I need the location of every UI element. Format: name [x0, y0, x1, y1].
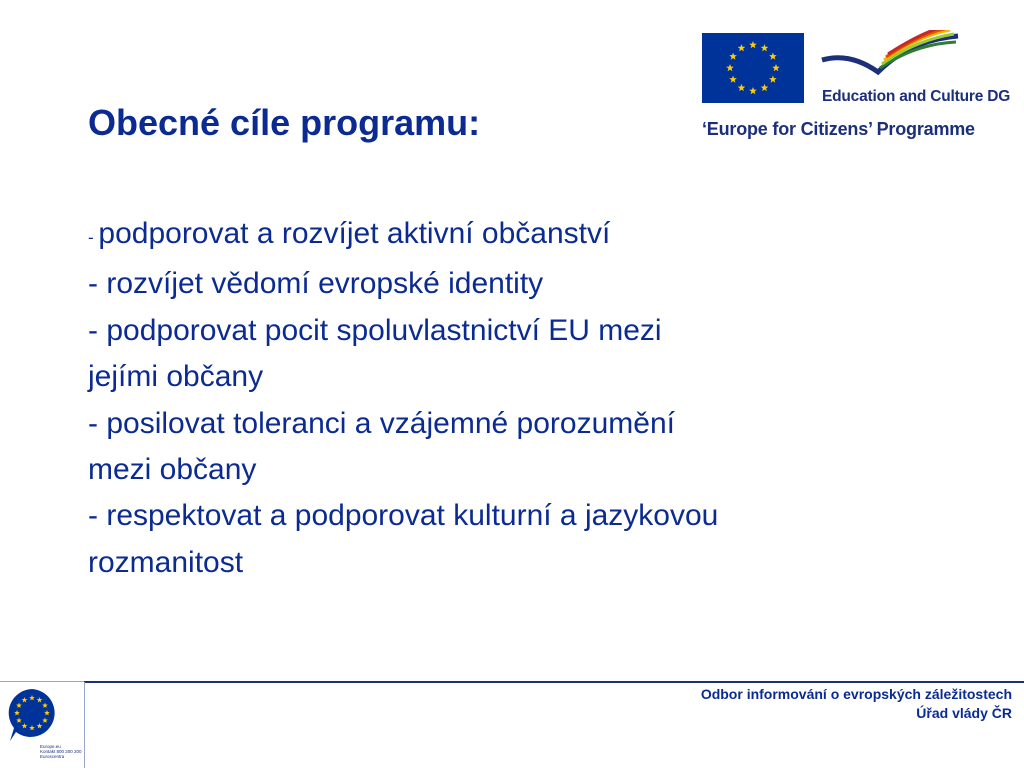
europe-direct-icon — [4, 686, 64, 742]
footer-side-divider — [84, 682, 85, 768]
footer-office: Úřad vlády ČR — [916, 705, 1012, 721]
europe-direct-line: Europe.eu — [40, 744, 61, 749]
europe-direct-text — [40, 744, 82, 759]
programme-name: ‘Europe for Citizens’ Programme — [702, 119, 975, 139]
content-line — [88, 211, 968, 261]
eu-flag-icon — [702, 33, 804, 103]
content-line: mezi občany — [88, 453, 257, 487]
content-line: - podporovat pocit spoluvlastnictví EU mezi — [88, 313, 662, 347]
content-text: podporovat a rozvíjet aktivní občanství — [98, 217, 611, 250]
bullet-dash: - — [88, 228, 99, 247]
europe-direct-line: Euroscentra — [40, 754, 65, 759]
education-culture-swoosh-icon — [820, 30, 960, 82]
content-line: rozmanitost — [88, 545, 244, 579]
dg-name: Education and Culture DG — [822, 88, 1011, 105]
footer-divider-left — [0, 681, 84, 682]
slide-content — [88, 211, 968, 586]
content-line: - posilovat toleranci a vzájemné porozumění — [88, 406, 675, 440]
europe-direct-line: Kontakt 800 200 200 — [40, 749, 82, 754]
footer-divider — [84, 681, 1024, 683]
content-line: - rozvíjet vědomí evropské identity — [88, 267, 544, 301]
content-line: jejími občany — [88, 360, 264, 394]
footer-department: Odbor informování o evropských záležitostech — [700, 686, 1012, 702]
content-line: - respektovat a podporovat kulturní a jazykovou — [88, 499, 719, 533]
slide-title: Obecné cíle programu: — [88, 102, 481, 143]
